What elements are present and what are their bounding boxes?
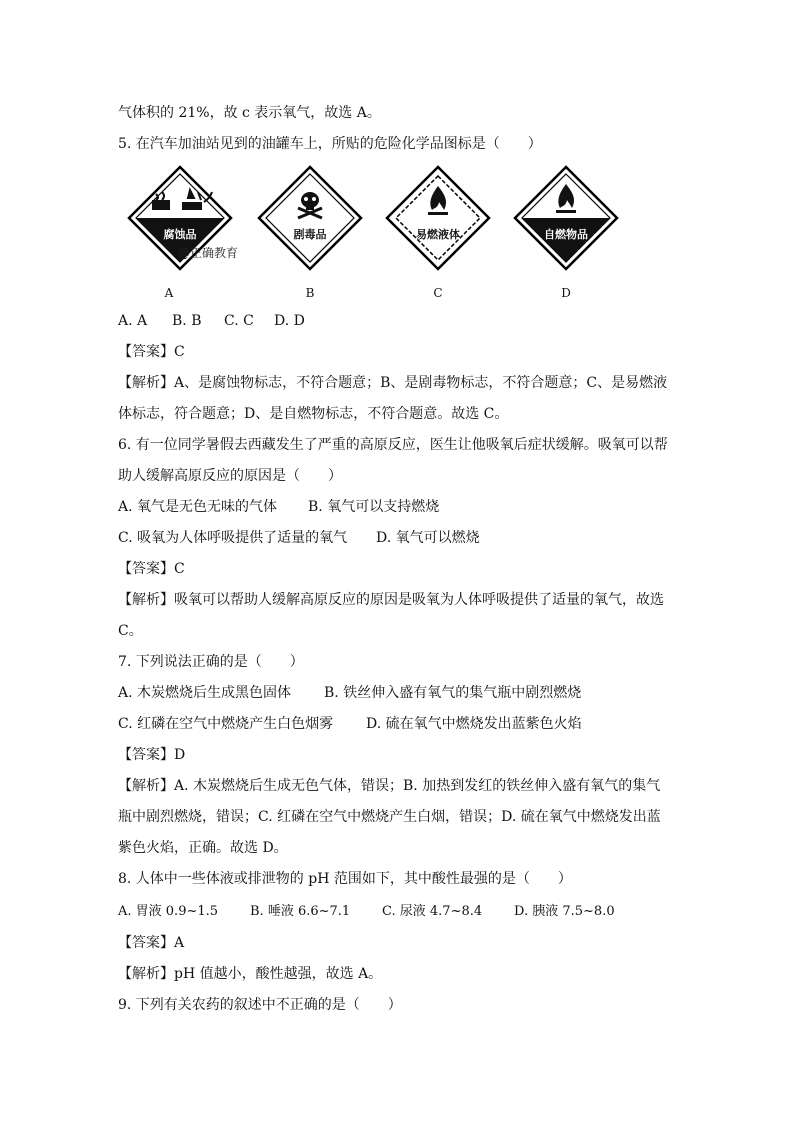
flammable-liquid-sign-icon	[384, 164, 492, 272]
sign-caption-b: B	[305, 286, 315, 300]
question-6-stem: 6. 有一位同学暑假去西藏发生了严重的高原反应，医生让他吸氧后症状缓解。吸氧可以帮	[118, 437, 668, 453]
question-6-options-row2	[118, 528, 480, 548]
watermark-text: @正确教育	[178, 246, 239, 260]
sign-caption-d: D	[561, 286, 571, 300]
option-b: B. 铁丝伸入盛有氧气的集气瓶中剧烈燃烧	[324, 685, 582, 701]
analysis-line: 【解析】A、是腐蚀物标志，不符合题意；B、是剧毒物标志，不符合题意；C、是易燃液	[118, 375, 668, 391]
analysis-line: 【解析】吸氧可以帮助人缓解高原反应的原因是吸氧为人体呼吸提供了适量的氧气，故选	[118, 592, 664, 608]
option-c: C. 吸氧为人体呼吸提供了适量的氧气	[118, 530, 348, 546]
toxic-sign-icon	[256, 164, 364, 272]
question-7-options-row1	[118, 683, 581, 703]
option-a: A. 氧气是无色无味的气体	[118, 499, 278, 515]
option-c: C. C	[224, 313, 254, 329]
question-8-options	[118, 902, 615, 922]
hazard-signs-figure	[118, 164, 678, 314]
analysis-line: 【解析】pH 值越小，酸性越强，故选 A。	[118, 966, 383, 982]
analysis-line: 瓶中剧烈燃烧，错误；C. 红磷在空气中燃烧产生白烟，错误；D. 硫在氧气中燃烧发出蓝	[118, 809, 661, 825]
answer-line: 【答案】C	[118, 561, 185, 577]
option-b: B. B	[172, 313, 202, 329]
question-7-options-row2	[118, 714, 582, 734]
option-a: A. 木炭燃烧后生成黑色固体	[118, 685, 292, 701]
sign-label-b: 剧毒品	[293, 228, 327, 241]
answer-line: 【答案】C	[118, 344, 185, 360]
analysis-line: 【解析】A. 木炭燃烧后生成无色气体，错误；B. 加热到发红的铁丝伸入盛有氧气的集气	[118, 778, 661, 794]
text-line: 气体积的 21%，故 c 表示氧气，故选 A。	[118, 105, 381, 121]
question-6-stem: 助人缓解高原反应的原因是（ ）	[118, 468, 342, 484]
option-a: A. 胃液 0.9~1.5	[118, 904, 219, 919]
question-5-stem: 5. 在汽车加油站见到的油罐车上，所贴的危险化学品图标是（ ）	[118, 136, 542, 152]
analysis-line: 紫色火焰，正确。故选 D。	[118, 840, 288, 856]
sign-caption-c: C	[433, 286, 443, 300]
option-a: A. A	[118, 313, 148, 329]
option-d: D. 硫在氧气中燃烧发出蓝紫色火焰	[366, 716, 582, 732]
option-d: D. 氧气可以燃烧	[376, 530, 480, 546]
question-7-stem: 7. 下列说法正确的是（ ）	[118, 654, 304, 670]
answer-line: 【答案】D	[118, 747, 186, 763]
question-9-stem: 9. 下列有关农药的叙述中不正确的是（ ）	[118, 997, 402, 1013]
sign-label-d: 自燃物品	[544, 228, 588, 241]
question-8-stem: 8. 人体中一些体液或排泄物的 pH 范围如下，其中酸性最强的是（ ）	[118, 871, 572, 887]
option-d: D. 胰液 7.5~8.0	[514, 904, 615, 919]
option-c: C. 尿液 4.7~8.4	[382, 904, 483, 919]
option-b: B. 氧气可以支持燃烧	[308, 499, 440, 515]
sign-label-a: 腐蚀品	[163, 228, 197, 241]
spontaneous-combustion-sign-icon	[512, 164, 620, 272]
option-d: D. D	[274, 313, 305, 329]
analysis-line: C。	[118, 623, 143, 639]
option-c: C. 红磷在空气中燃烧产生白色烟雾	[118, 716, 334, 732]
answer-line: 【答案】A	[118, 935, 185, 951]
sign-caption-a: A	[164, 286, 174, 300]
question-6-options-row1	[118, 497, 439, 517]
sign-label-c: 易燃液体	[416, 228, 460, 241]
question-5-options	[118, 311, 305, 331]
analysis-line: 体标志，符合题意；D、是自燃物标志，不符合题意。故选 C。	[118, 406, 509, 422]
option-b: B. 唾液 6.6~7.1	[250, 904, 351, 919]
